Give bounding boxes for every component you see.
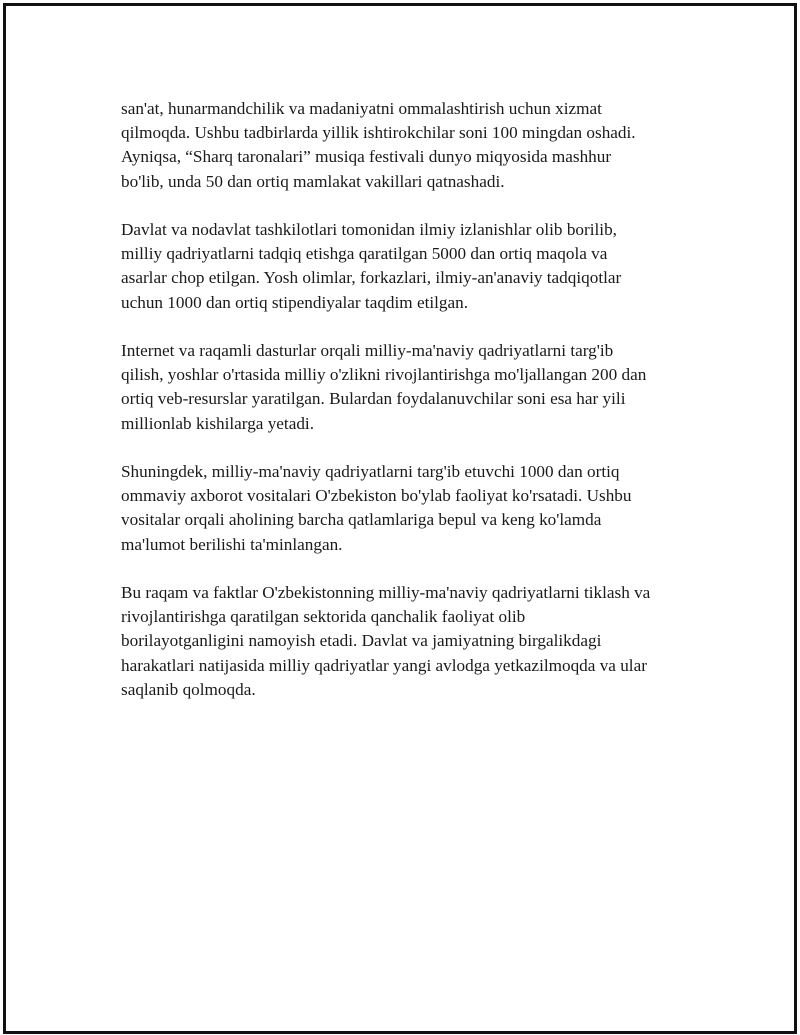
page-border — [3, 3, 797, 1034]
text-line: rivojlantirishga qaratilgan sektorida qanchalik faoliyat olib — [121, 607, 526, 627]
text-line: san'at, hunarmandchilik va madaniyatni ommalashtirish uchun xizmat — [121, 99, 602, 118]
text-line: Ayniqsa, “Sharq taronalari” musiqa festivali dunyo miqyosida mashhur — [121, 147, 612, 167]
paragraph-2 — [121, 218, 701, 315]
paragraph-4 — [121, 460, 701, 557]
text-line: saqlanib qolmoqda. — [121, 679, 256, 699]
text-line: Internet va raqamli dasturlar orqali milliy-ma'naviy qadriyatlarni targ'ib — [121, 341, 614, 360]
paragraph-1 — [121, 97, 701, 194]
paragraph-3 — [121, 339, 701, 436]
text-line: Davlat va nodavlat tashkilotlari tomonidan ilmiy izlanishlar olib borilib, — [121, 220, 617, 239]
text-line: asarlar chop etilgan. Yosh olimlar, forkazlari, ilmiy-an'anaviy tadqiqotlar — [121, 268, 622, 288]
text-line: millionlab kishilarga yetadi. — [121, 413, 315, 433]
text-line: borilayotganligini namoyish etadi. Davlat va jamiyatning birgalikdagi — [121, 631, 602, 651]
text-line: uchun 1000 dan ortiq stipendiyalar taqdim etilgan. — [121, 292, 469, 312]
text-line: ortiq veb-resurslar yaratilgan. Bulardan foydalanuvchilar soni esa har yili — [121, 389, 626, 409]
text-line: ma'lumot berilishi ta'minlangan. — [121, 534, 343, 554]
paragraph-5 — [121, 581, 701, 702]
text-line: bo'lib, unda 50 dan ortiq mamlakat vakillari qatnashadi. — [121, 171, 505, 191]
text-line: harakatlari natijasida milliy qadriyatlar yangi avlodga yetkazilmoqda va ular — [121, 655, 647, 675]
text-line: vositalar orqali aholining barcha qatlamlariga bepul va keng ko'lamda — [121, 510, 602, 530]
text-line: Shuningdek, milliy-ma'naviy qadriyatlarni targ'ib etuvchi 1000 dan ortiq — [121, 462, 620, 481]
text-line: qilmoqda. Ushbu tadbirlarda yillik ishtirokchilar soni 100 mingdan oshadi. — [121, 123, 636, 143]
text-line: qilish, yoshlar o'rtasida milliy o'zlikni rivojlantirishga mo'ljallangan 200 dan — [121, 365, 647, 385]
text-line: milliy qadriyatlarni tadqiq etishga qaratilgan 5000 dan ortiq maqola va — [121, 244, 608, 264]
document-body — [121, 97, 701, 726]
text-line: Bu raqam va faktlar O'zbekistonning milliy-ma'naviy qadriyatlarni tiklash va — [121, 583, 651, 602]
text-line: ommaviy axborot vositalari O'zbekiston bo'ylab faoliyat ko'rsatadi. Ushbu — [121, 486, 632, 506]
